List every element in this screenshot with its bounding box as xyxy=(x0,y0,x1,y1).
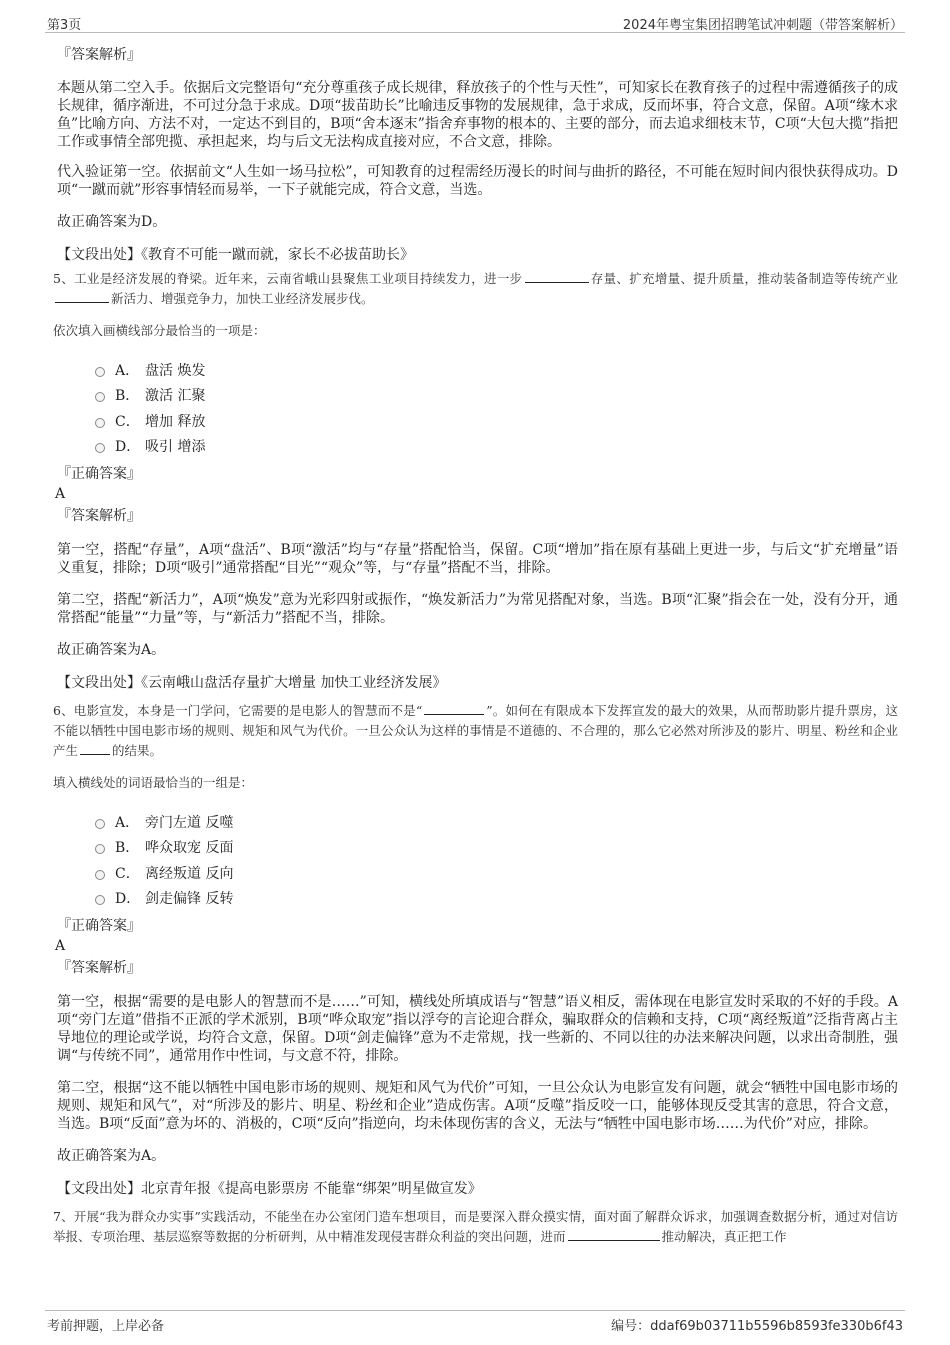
radio-circle-icon[interactable] xyxy=(95,392,105,402)
q4-analysis-p1: 本题从第二空入手。依据后文完整语句“充分尊重孩子成长规律，释放孩子的个性与天性”，可知家长在教育孩子的过程中需遵循孩子的成长规律，循序渐进，不可过分急于求成。D项“拔苗助长”比喻违反事物的发展规律，急于求成，反而坏事，符合文意，保留。A项“缘木求鱼”比喻方向、方法不对，一定达不到目的，B项“舍本逐末”指舍弃事物的根本的、主要的部分，而去追求细枝末节，C项“大包大揽”指把工作或事情全部兜揽、承担起来，均与后文无法构成直接对应，不合文意，排除。 xyxy=(57,80,898,150)
q5-option-b[interactable] xyxy=(95,383,898,409)
q4-analysis-p2: 代入验证第一空。依据前文“人生如一场马拉松”，可知教育的过程需经历漫长的时间与曲折的路径，不可能在短时间内很快获得成功。D项“一蹴而就”形容事情轻而易举，一下子就能完成，符合文意，当选。 xyxy=(57,164,898,198)
document-id: 编号：ddaf69b03711b5596b8593fe330b6f43 xyxy=(611,1319,903,1334)
q6-option-b[interactable] xyxy=(95,835,898,861)
radio-circle-icon[interactable] xyxy=(95,418,105,428)
q5-analysis-label: 『答案解析』 xyxy=(57,508,141,524)
page-footer xyxy=(45,1310,905,1335)
q5-text-a: 5、工业是经济发展的脊梁。近年来，云南省峨山县聚焦工业项目持续发力，进一步 xyxy=(53,271,523,286)
q6-analysis-label: 『答案解析』 xyxy=(57,960,141,976)
q5-option-a[interactable] xyxy=(95,357,898,383)
q5-question-text xyxy=(53,269,898,309)
radio-circle-icon[interactable] xyxy=(95,895,105,905)
q6-blank-2 xyxy=(80,741,110,755)
q6-options xyxy=(95,809,898,911)
q4-conclusion: 故正确答案为D。 xyxy=(57,214,167,230)
q5-analysis-p1: 第一空，搭配“存量”，A项“盘活”、B项“激活”均与“存量”搭配恰当，保留。C项“增加”指在原有基础上更进一步，与后文“扩充增量”语义重复，排除；D项“吸引”通常搭配“目光”“观众”等，与“存量”搭配不当，排除。 xyxy=(57,542,898,576)
option-text: 盘活 焕发 xyxy=(145,362,206,379)
q7-question-text xyxy=(53,1207,898,1247)
q7-text-b: 推动解决，真正把工作 xyxy=(661,1229,787,1244)
option-letter: D． xyxy=(115,439,141,456)
q5-blank-2 xyxy=(55,289,109,303)
q4-source: 【文段出处】《教育不可能一蹴而就，家长不必拔苗助长》 xyxy=(57,247,414,263)
q6-source: 【文段出处】北京青年报《提高电影票房 不能靠“绑架”明星做宣发》 xyxy=(57,1181,482,1197)
q6-question-text xyxy=(53,701,898,761)
option-letter: B． xyxy=(115,388,140,405)
radio-circle-icon[interactable] xyxy=(95,819,105,829)
q5-text-c: 新活力、增强竞争力，加快工业经济发展步伐。 xyxy=(111,291,374,306)
q5-option-c[interactable] xyxy=(95,408,898,434)
option-text: 激活 汇聚 xyxy=(145,388,206,405)
q5-text-b: 存量、扩充增量、提升质量，推动装备制造等传统产业 xyxy=(590,271,898,286)
q7-text-a: 7、开展“我为群众办实事”实践活动，不能坐在办公室闭门造车想项目，而是要深入群众摸实情，面对面了解群众诉求，加强调查数据分析，通过对信访举报、专项治理、基层巡察等数据的分析研判，从中精准发现侵害群众利益的突出问题，进而 xyxy=(53,1209,898,1244)
option-letter: D． xyxy=(115,891,141,908)
q6-analysis-p1: 第一空，根据“需要的是电影人的智慧而不是……”可知，横线处所填成语与“智慧”语义相反，需体现在电影宣发时采取的不好的手段。A项“旁门左道”借指不正派的学术派别，B项“哗众取宠”指以浮夸的言论迎合群众，骗取群众的信赖和支持，C项“离经叛道”泛指背离占主导地位的理论或学说，均符合文意，保留。D项“剑走偏锋”意为不走常规，找一些新的、不同以往的办法来解决问题，以求出奇制胜，强调“与传统不同”，通常用作中性词，与文意不符，排除。 xyxy=(57,994,898,1064)
option-letter: A． xyxy=(115,362,140,379)
radio-circle-icon[interactable] xyxy=(95,844,105,854)
radio-circle-icon[interactable] xyxy=(95,443,105,453)
q6-text-a: 6、电影宣发，本身是一门学问，它需要的是电影人的智慧而不是“ xyxy=(53,703,423,718)
q5-options xyxy=(95,357,898,459)
q7-blank-1 xyxy=(568,1227,660,1241)
q5-answer-label: 『正确答案』 xyxy=(57,466,141,482)
q5-answer: A xyxy=(55,486,66,502)
option-text: 旁门左道 反噬 xyxy=(145,814,234,831)
option-text: 增加 释放 xyxy=(145,413,206,430)
option-text: 哗众取宠 反面 xyxy=(145,840,234,857)
option-text: 剑走偏锋 反转 xyxy=(145,891,234,908)
q5-option-d[interactable] xyxy=(95,434,898,460)
q5-conclusion: 故正确答案为A。 xyxy=(57,642,166,658)
q5-source: 【文段出处】《云南峨山盘活存量扩大增量 加快工业经济发展》 xyxy=(57,675,447,691)
q6-answer-label: 『正确答案』 xyxy=(57,918,141,934)
q5-prompt: 依次填入画横线部分最恰当的一项是： xyxy=(53,323,266,338)
q6-text-c: 的结果。 xyxy=(112,743,163,758)
q4-analysis-label: 『答案解析』 xyxy=(57,47,141,63)
q6-conclusion: 故正确答案为A。 xyxy=(57,1148,166,1164)
radio-circle-icon[interactable] xyxy=(95,367,105,377)
q6-text-b: ”。如何在有限成本下发挥宣发的最大的效果，从而帮助影片提升票房，这不能以牺牲中国电影市场的规则、规矩和风气为代价。一旦公众认为这样的事情是不道德的、不合理的，那么它必然对所涉及的影片、明星、粉丝和企业产生 xyxy=(53,703,898,758)
q6-option-c[interactable] xyxy=(95,860,898,886)
option-letter: C． xyxy=(115,865,140,882)
q6-answer: A xyxy=(55,938,66,954)
document-title: 2024年粤宝集团招聘笔试冲刺题（带答案解析） xyxy=(622,18,903,33)
q5-blank-1 xyxy=(525,269,589,283)
page-number: 第3页 xyxy=(47,18,82,33)
footer-slogan: 考前押题，上岸必备 xyxy=(47,1319,165,1334)
radio-circle-icon[interactable] xyxy=(95,870,105,880)
q6-prompt: 填入横线处的词语最恰当的一组是： xyxy=(53,775,254,790)
option-letter: A． xyxy=(115,814,140,831)
option-letter: C． xyxy=(115,413,140,430)
q5-analysis-p2: 第二空，搭配“新活力”，A项“焕发”意为光彩四射或振作，“焕发新活力”为常见搭配对象，当选。B项“汇聚”指会在一处，没有分开，通常搭配“能量”“力量”等，与“新活力”搭配不当，排除。 xyxy=(57,592,898,626)
option-text: 离经叛道 反向 xyxy=(145,865,234,882)
q6-option-a[interactable] xyxy=(95,809,898,835)
q6-analysis-p2: 第二空，根据“这不能以牺牲中国电影市场的规则、规矩和风气为代价”可知，一旦公众认为电影宣发有问题，就会“牺牲中国电影市场的规则、规矩和风气”，对“所涉及的影片、明星、粉丝和企业”造成伤害。A项“反噬”指反咬一口，能够体现反受其害的意思，符合文意，当选。B项“反面”意为坏的、消极的，C项“反向”指逆向，均未体现伤害的含义，无法与“牺牲中国电影市场……为代价”对应，排除。 xyxy=(57,1080,898,1132)
page-header xyxy=(45,12,905,33)
page-content xyxy=(53,44,898,1247)
q6-option-d[interactable] xyxy=(95,886,898,912)
option-text: 吸引 增添 xyxy=(145,439,206,456)
q6-blank-1 xyxy=(424,701,484,715)
option-letter: B． xyxy=(115,840,140,857)
